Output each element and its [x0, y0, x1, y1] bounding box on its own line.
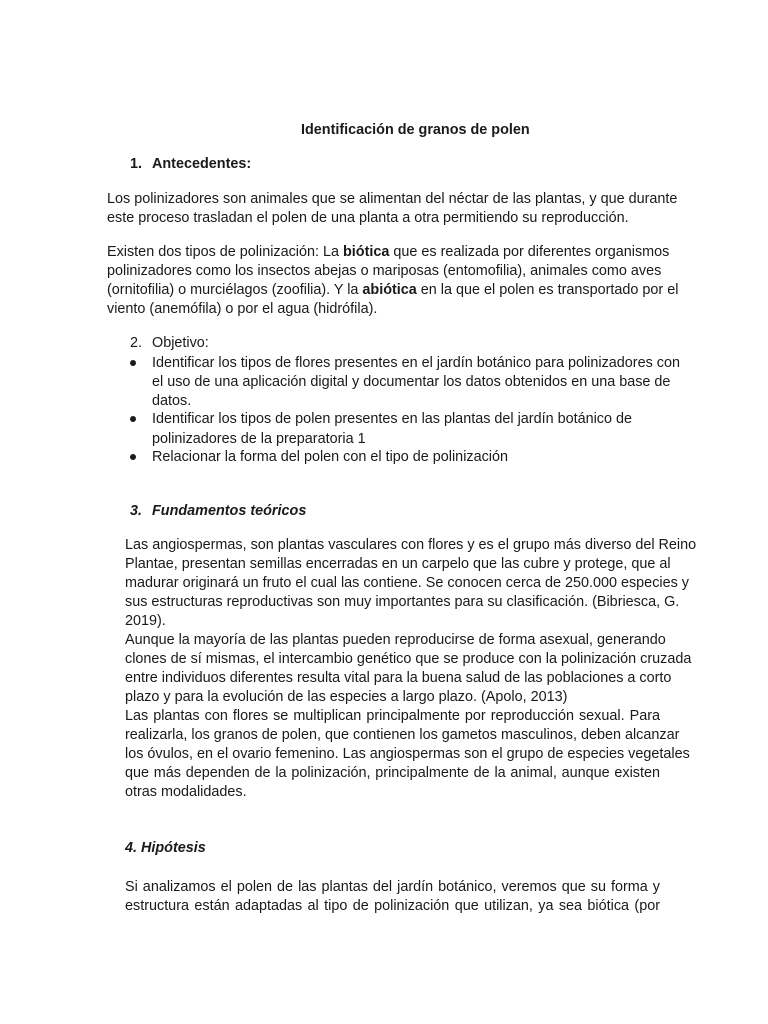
- section-1-number: 1.: [130, 156, 143, 172]
- section-1-heading: Antecedentes:: [152, 156, 252, 172]
- paragraph-2-line-2: polinizadores como los insectos abejas o mariposas (entomofilia), animales como aves: [107, 263, 662, 279]
- bullet-icon: [130, 416, 136, 422]
- paragraph-4-line-2: estructura están adaptadas al tipo de polinización que utilizan, ya sea biótica (por: [125, 898, 660, 914]
- paragraph-3-line-11: realizarla, los granos de polen, que contienen los gametos masculinos, deben alcanzar: [125, 727, 680, 743]
- paragraph-3-line-4: sus estructuras reproductivas son muy importantes para su clasificación. (Bibriesca, G.: [125, 594, 680, 610]
- paragraph-3-line-12: los óvulos, en el ovario femenino. Las angiospermas son el grupo de especies vegetales: [125, 746, 690, 762]
- paragraph-2-line-4: viento (anemófila) o por el agua (hidrófila).: [107, 301, 378, 317]
- bullet-icon: [130, 360, 136, 366]
- paragraph-1-line-2: este proceso trasladan el polen de una planta a otra permitiendo su reproducción.: [107, 210, 629, 226]
- paragraph-2-line-1: Existen dos tipos de polinización: La biótica que es realizada por diferentes organismos: [107, 244, 670, 260]
- objective-1-line-2: el uso de una aplicación digital y documentar los datos obtenidos en una base de: [152, 374, 671, 390]
- section-3-heading: Fundamentos teóricos: [152, 503, 307, 519]
- paragraph-1-line-1: Los polinizadores son animales que se alimentan del néctar de las plantas, y que durante: [107, 191, 678, 207]
- paragraph-2-line-3: (ornitofilia) o murciélagos (zoofilia). Y la abiótica en la que el polen es transportado por el: [107, 282, 679, 298]
- section-2-number: 2.: [130, 335, 143, 351]
- abiotica-term: abiótica: [362, 282, 417, 298]
- paragraph-3-line-6: Aunque la mayoría de las plantas pueden reproducirse de forma asexual, generando: [125, 632, 666, 648]
- section-3-number: 3.: [130, 503, 143, 519]
- paragraph-3-line-10: Las plantas con flores se multiplican principalmente por reproducción sexual. Para: [125, 708, 660, 724]
- paragraph-3-line-3: madurar originará un fruto el cual las contiene. Se conocen cerca de 250.000 especies y: [125, 575, 689, 591]
- objective-2-line-1: Identificar los tipos de polen presentes en las plantas del jardín botánico de: [152, 411, 632, 427]
- objective-1-line-3: datos.: [152, 393, 192, 409]
- paragraph-3-line-2: Plantae, presentan semillas encerradas en un carpelo que las cubre y protege, que al: [125, 556, 671, 572]
- paragraph-3-line-9: plazo y para la evolución de las especies a largo plazo. (Apolo, 2013): [125, 689, 568, 705]
- paragraph-3-line-7: clones de sí mismas, el intercambio genético que se produce con la polinización cruzada: [125, 651, 692, 667]
- biotica-term: biótica: [343, 244, 390, 260]
- section-4-heading: 4. Hipótesis: [125, 840, 206, 856]
- paragraph-3-line-13: que más dependen de la polinización, principalmente de la animal, aunque existen: [125, 765, 660, 781]
- objective-3-line-1: Relacionar la forma del polen con el tipo de polinización: [152, 449, 508, 465]
- paragraph-4-line-1: Si analizamos el polen de las plantas del jardín botánico, veremos que su forma y: [125, 879, 660, 895]
- objective-2-line-2: polinizadores de la preparatoria 1: [152, 431, 366, 447]
- paragraph-3-line-1: Las angiospermas, son plantas vasculares con flores y es el grupo más diverso del Reino: [125, 537, 697, 553]
- bullet-icon: [130, 454, 136, 460]
- paragraph-3-line-5: 2019).: [125, 613, 166, 629]
- section-2-heading: Objetivo:: [152, 335, 209, 351]
- paragraph-3-line-14: otras modalidades.: [125, 784, 247, 800]
- document-title: Identificación de granos de polen: [301, 122, 530, 138]
- paragraph-3-line-8: entre individuos diferentes resulta vital para la buena salud de las poblaciones a corto: [125, 670, 672, 686]
- objective-1-line-1: Identificar los tipos de flores presentes en el jardín botánico para polinizadores con: [152, 355, 680, 371]
